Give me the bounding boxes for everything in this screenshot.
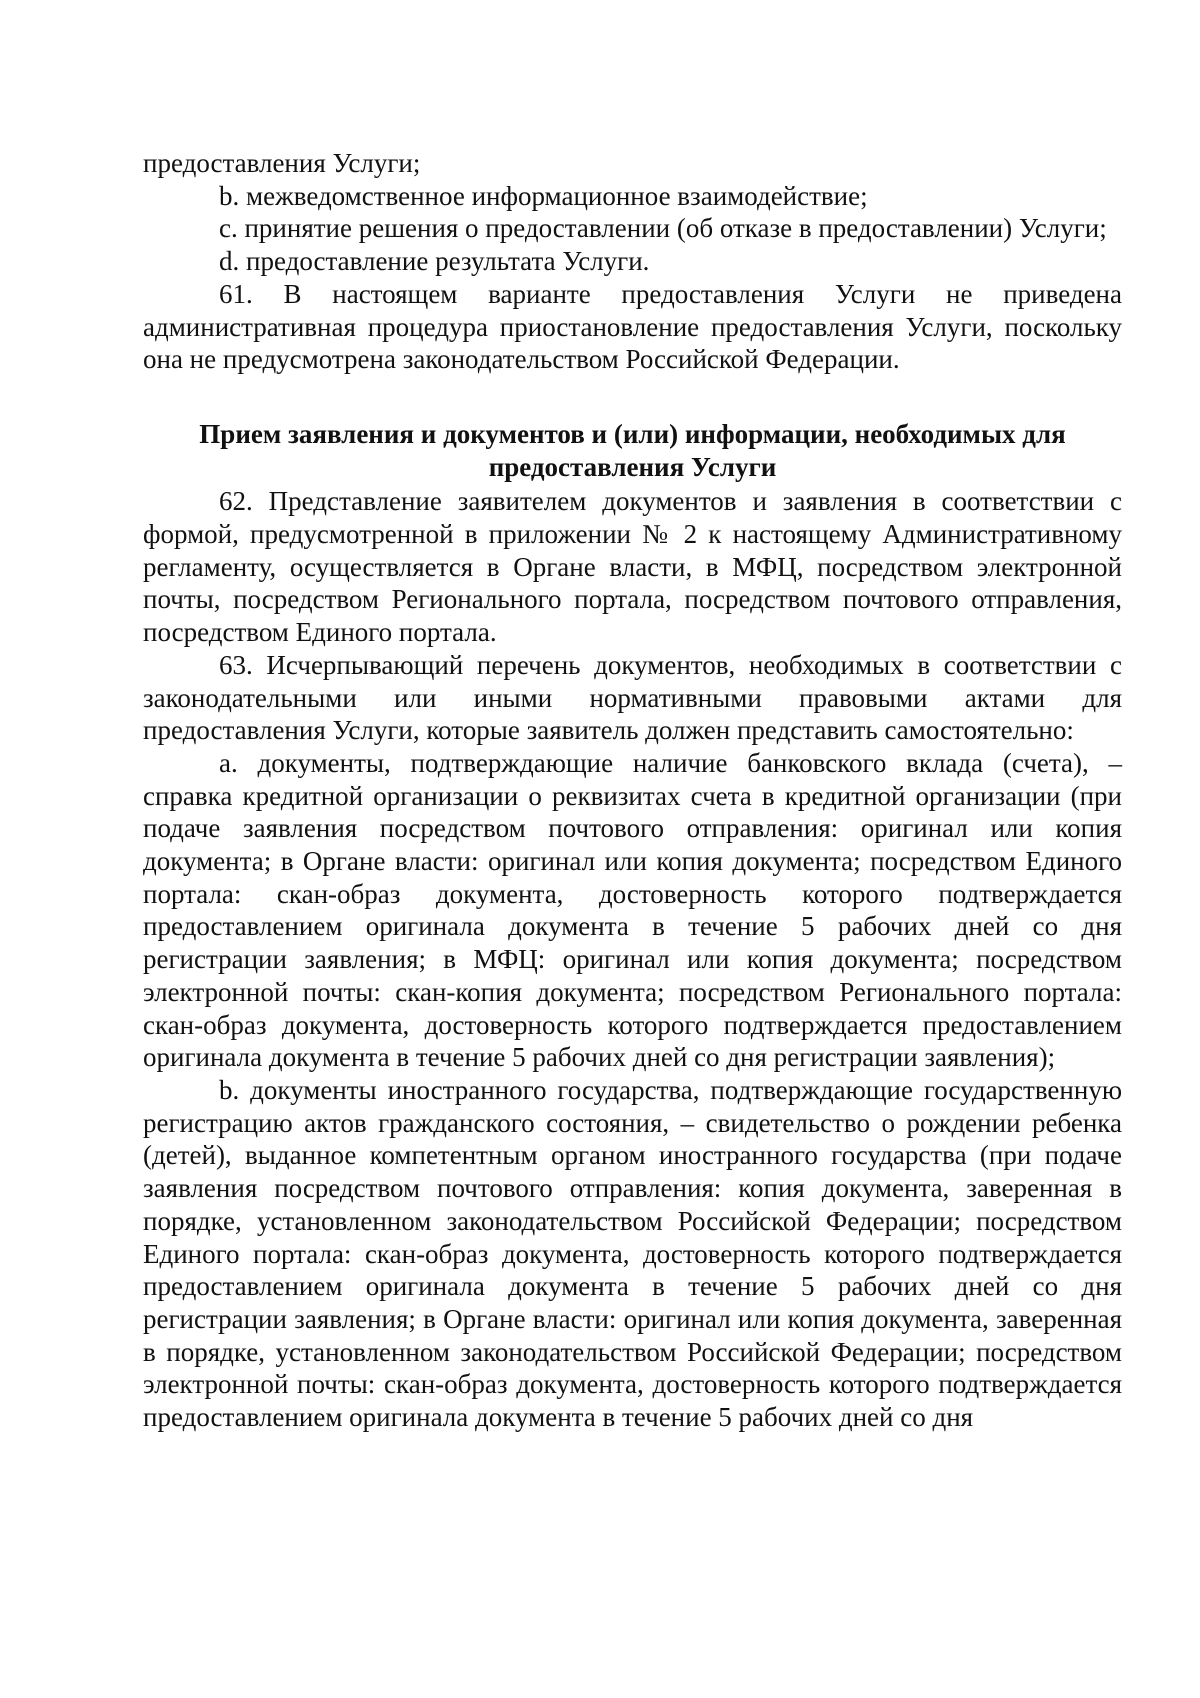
paragraph-62: 62. Представление заявителем документов и заявления в соответствии с формой, предусмотренной в приложении № 2 к настоящему Административному регламенту, осуществляется в Органе власти, в МФЦ, посредством электронной почты, посредством Регионального портала, посредством почтового отправления, посредством Единого портала. (143, 486, 1122, 648)
list-item-c: c. принятие решения о предоставлении (об отказе в предоставлении) Услуги; (219, 213, 1107, 244)
section-heading-line1: Прием заявления и документов и (или) информации, необходимых для (199, 418, 1066, 449)
document-page (143, 147, 1122, 1434)
list-item-a: a. документы, подтверждающие наличие банковского вклада (счета), – справка кредитной организации о реквизитах счета в кредитной организации (при подаче заявления посредством почтового отправления: оригинал или копия документа; в Органе власти: оригинал или копия документа; посредством Единого портала: скан-образ документа, достоверность которого подтверждается предоставлением оригинала документа в течение 5 рабочих дней со дня регистрации заявления; в МФЦ: оригинал или копия документа; посредством электронной почты: скан-копия документа; посредством Регионального портала: скан-образ документа, достоверность которого подтверждается предоставлением оригинала документа в течение 5 рабочих дней со дня регистрации заявления); (143, 747, 1122, 1073)
paragraph-continuation: предоставления Услуги; (143, 148, 421, 178)
paragraph-61: 61. В настоящем варианте предоставления Услуги не приведена административная процедура приостановление предоставления Услуги, поскольку она не предусмотрена законодательством Российской Федерации. (143, 278, 1122, 375)
section-heading (143, 418, 1122, 483)
list-item-b-documents: b. документы иностранного государства, подтверждающие государственную регистрацию актов гражданского состояния, – свидетельство о рождении ребенка (детей), выданное компетентным органом иностранного государства (при подаче заявления посредством почтового отправления: копия документа, заверенная в порядке, установленном законодательством Российской Федерации; посредством Единого портала: скан-образ документа, достоверность которого подтверждается предоставлением оригинала документа в течение 5 рабочих дней со дня регистрации заявления; в Органе власти: оригинал или копия документа, заверенная в порядке, установленном законодательством Российской Федерации; посредством электронной почты: скан-образ документа, достоверность которого подтверждается предоставлением оригинала документа в течение 5 рабочих дней со дня (143, 1074, 1122, 1433)
list-item-b: b. межведомственное информационное взаимодействие; (219, 180, 868, 211)
list-item-d: d. предоставление результата Услуги. (219, 246, 650, 277)
section-heading-line2: предоставления Услуги (488, 451, 777, 482)
paragraph-63: 63. Исчерпывающий перечень документов, необходимых в соответствии с законодательными или иными нормативными правовыми актами для предоставления Услуги, которые заявитель должен представить самостоятельно: (143, 649, 1122, 746)
